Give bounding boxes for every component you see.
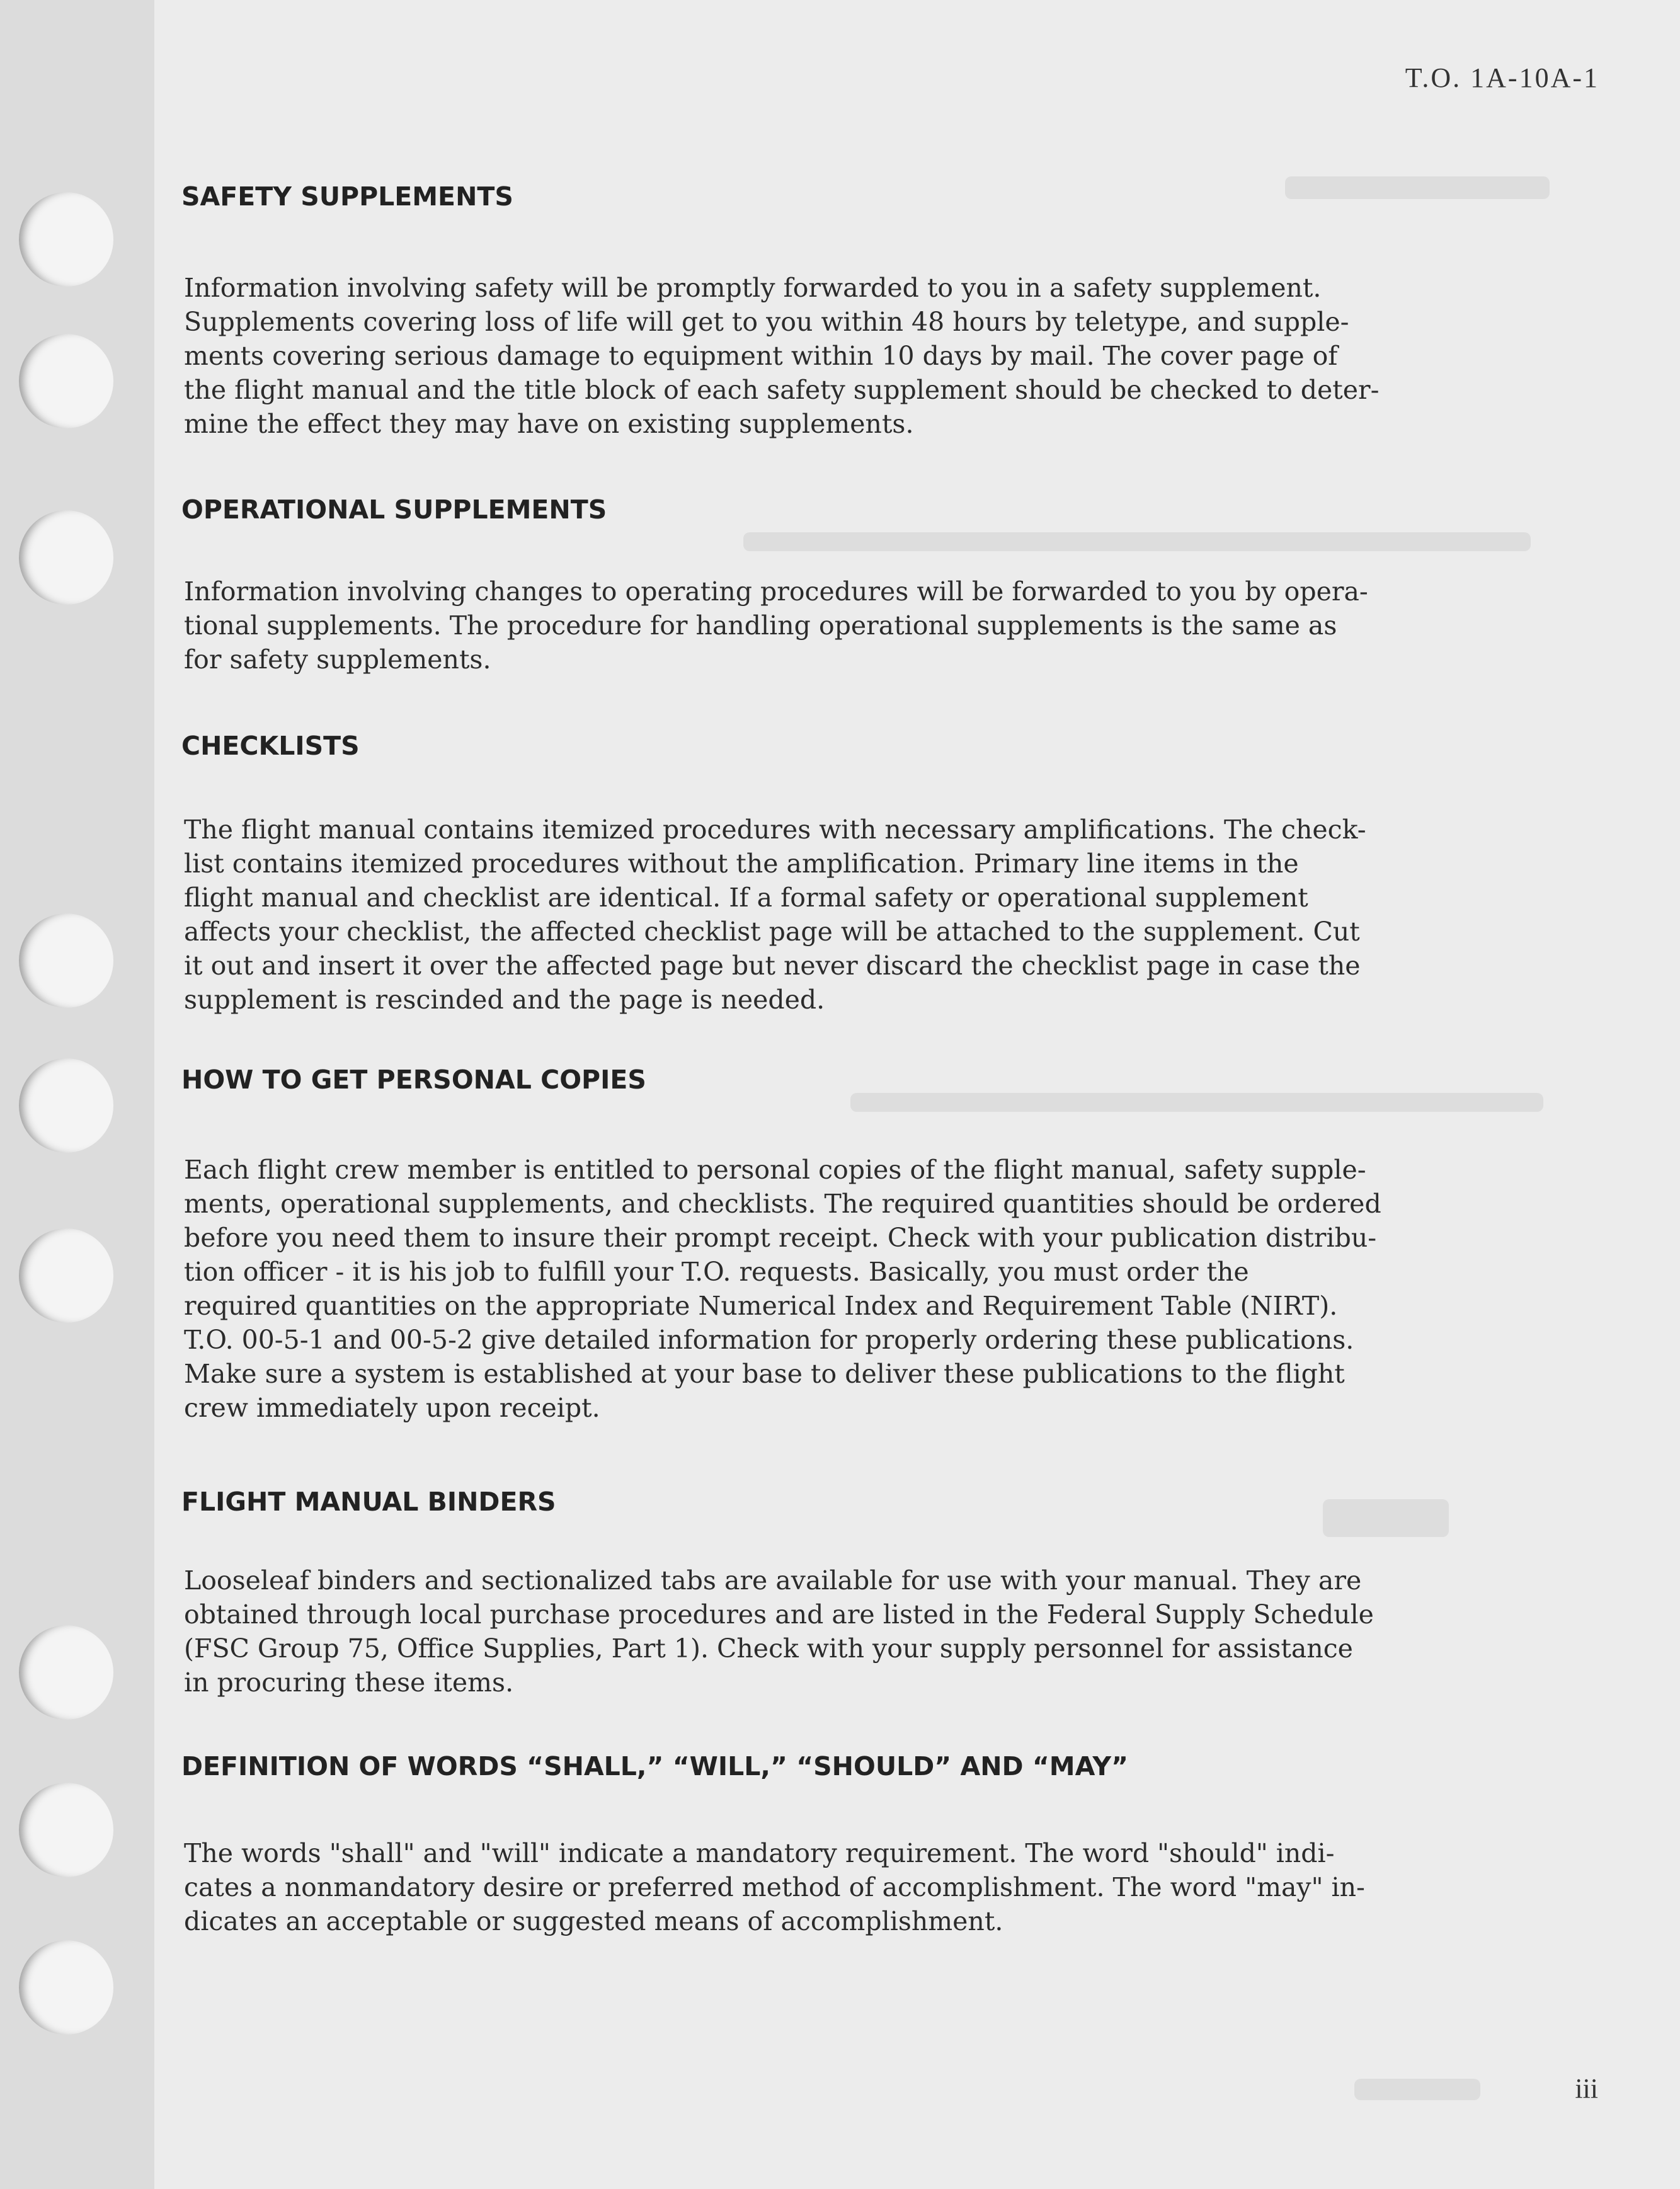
binder-hole-icon [19, 1940, 113, 2035]
text-line: list contains itemized procedures without the amplification. Primary line items in the [184, 849, 1299, 879]
text-line: ments, operational supplements, and checklists. The required quantities should be ordered [184, 1189, 1381, 1219]
binder-hole-icon [19, 913, 113, 1008]
section-body-operational-supplements [184, 574, 1608, 677]
text-line: for safety supplements. [184, 644, 491, 675]
text-line: Each flight crew member is entitled to personal copies of the flight manual, safety supple- [184, 1155, 1366, 1185]
text-line: cates a nonmandatory desire or preferred method of accomplishment. The word "may" in- [184, 1872, 1365, 1902]
section-heading-checklists: CHECKLISTS [181, 731, 360, 761]
binder-hole-icon [19, 510, 113, 605]
show-through-smudge [850, 1093, 1543, 1112]
text-line: before you need them to insure their prompt receipt. Check with your publication distribu- [184, 1223, 1377, 1253]
binder-hole-icon [19, 1058, 113, 1153]
binder-hole-icon [19, 1228, 113, 1323]
text-line: flight manual and checklist are identical. If a formal safety or operational supplement [184, 883, 1308, 913]
section-body-flight-manual-binders [184, 1563, 1608, 1700]
text-line: it out and insert it over the affected page but never discard the checklist page in case the [184, 951, 1361, 981]
document-number: T.O. 1A-10A-1 [1405, 62, 1599, 93]
page-number: iii [1575, 2073, 1598, 2104]
text-line: the flight manual and the title block of each safety supplement should be checked to deter- [184, 375, 1380, 405]
show-through-smudge [1323, 1499, 1449, 1537]
text-line: Information involving changes to operating procedures will be forwarded to you by opera- [184, 576, 1368, 607]
show-through-smudge [743, 532, 1531, 551]
text-line: T.O. 00-5-1 and 00-5-2 give detailed information for properly ordering these publications. [184, 1325, 1354, 1355]
section-heading-operational-supplements: OPERATIONAL SUPPLEMENTS [181, 494, 607, 525]
section-body-personal-copies [184, 1153, 1608, 1425]
section-body-definition-of-words [184, 1836, 1608, 1938]
section-heading-flight-manual-binders: FLIGHT MANUAL BINDERS [181, 1487, 556, 1517]
section-heading-safety-supplements: SAFETY SUPPLEMENTS [181, 181, 513, 212]
text-line: tional supplements. The procedure for handling operational supplements is the same as [184, 610, 1337, 641]
text-line: (FSC Group 75, Office Supplies, Part 1). Check with your supply personnel for assistance [184, 1633, 1353, 1664]
binder-hole-icon [19, 1625, 113, 1720]
text-line: The flight manual contains itemized procedures with necessary amplifications. The check- [184, 814, 1366, 845]
text-line: affects your checklist, the affected checklist page will be attached to the supplement. Cut [184, 917, 1360, 947]
text-line: Looseleaf binders and sectionalized tabs are available for use with your manual. They are [184, 1565, 1362, 1596]
text-line: tion officer - it is his job to fulfill your T.O. requests. Basically, you must order the [184, 1257, 1249, 1287]
binder-hole-icon [19, 1783, 113, 1877]
show-through-smudge [1285, 176, 1550, 199]
text-line: ments covering serious damage to equipment within 10 days by mail. The cover page of [184, 341, 1338, 371]
text-line: The words "shall" and "will" indicate a mandatory requirement. The word "should" indi- [184, 1838, 1335, 1868]
text-line: Information involving safety will be promptly forwarded to you in a safety supplement. [184, 273, 1322, 303]
text-line: Supplements covering loss of life will get to you within 48 hours by teletype, and supple- [184, 307, 1349, 337]
section-heading-definition-of-words: DEFINITION OF WORDS “SHALL,” “WILL,” “SHOULD” AND “MAY” [181, 1751, 1129, 1781]
section-heading-personal-copies: HOW TO GET PERSONAL COPIES [181, 1065, 646, 1095]
text-line: required quantities on the appropriate Numerical Index and Requirement Table (NIRT). [184, 1291, 1338, 1321]
binder-hole-icon [19, 192, 113, 287]
text-line: in procuring these items. [184, 1667, 514, 1698]
text-line: supplement is rescinded and the page is needed. [184, 985, 825, 1015]
text-line: crew immediately upon receipt. [184, 1393, 600, 1423]
binder-hole-icon [19, 334, 113, 428]
text-line: dicates an acceptable or suggested means of accomplishment. [184, 1906, 1003, 1936]
text-line: mine the effect they may have on existing supplements. [184, 409, 914, 439]
binder-strip [0, 0, 154, 2189]
text-line: obtained through local purchase procedures and are listed in the Federal Supply Schedule [184, 1599, 1374, 1630]
section-body-checklists [184, 813, 1608, 1017]
section-body-safety-supplements [184, 271, 1608, 441]
text-line: Make sure a system is established at your base to deliver these publications to the flight [184, 1359, 1345, 1389]
show-through-smudge [1354, 2079, 1480, 2100]
